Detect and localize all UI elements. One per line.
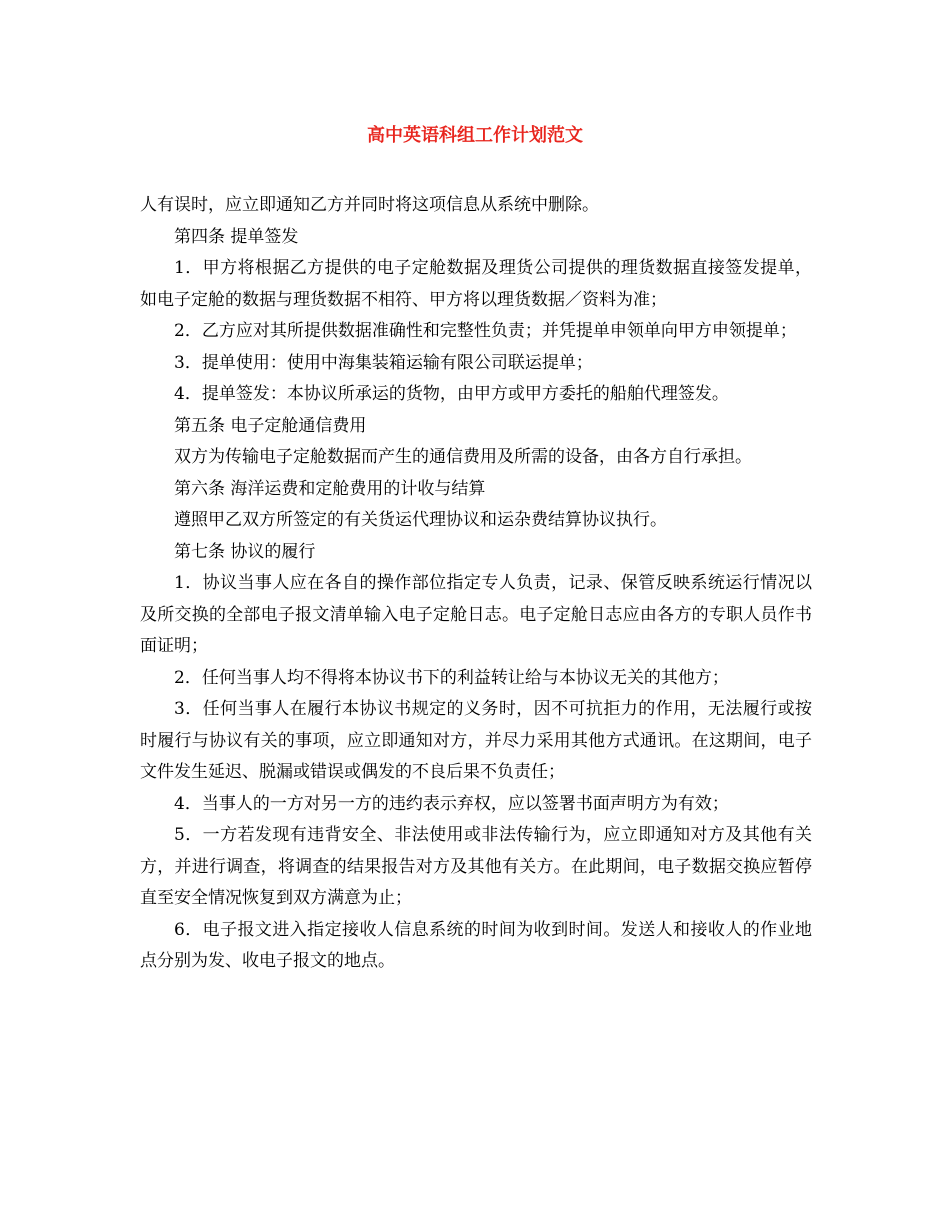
paragraph: 5．一方若发现有违背安全、非法使用或非法传输行为，应立即通知对方及其他有关方，并进行调查，将调查的结果报告对方及其他有关方。在此期间，电子数据交换应暂停直至安全情况恢复到双方满意为止； [140,825,812,908]
paragraph-continuation: 人有误时，应立即通知乙方并同时将这项信息从系统中删除。 [140,195,599,215]
paragraph: 4．当事人的一方对另一方的违约表示弃权，应以签署书面声明方为有效； [174,793,729,814]
paragraph: 遵照甲乙双方所签定的有关货运代理协议和运杂费结算协议执行。 [174,510,667,530]
paragraph: 双方为传输电子定舱数据而产生的通信费用及所需的设备，由各方自行承担。 [174,447,752,467]
paragraph: 3．任何当事人在履行本协议书规定的义务时，因不可抗拒力的作用，无法履行或按时履行与协议有关的事项，应立即通知对方，并尽力采用其他方式通讯。在这期间，电子文件发生延迟、脱漏或错误或偶发的不良后果不负责任； [140,699,812,782]
document-body [140,190,812,978]
article-heading-5: 第五条 电子定舱通信费用 [174,415,367,436]
paragraph: 2．乙方应对其所提供数据准确性和完整性负责；并凭提单申领单向甲方申领提单； [174,321,797,341]
paragraph: 2．任何当事人均不得将本协议书下的利益转让给与本协议无关的其他方； [174,667,729,688]
paragraph: 1．甲方将根据乙方提供的电子定舱数据及理货公司提供的理货数据直接签发提单，如电子定舱的数据与理货数据不相符、甲方将以理货数据／资料为准； [140,258,812,310]
paragraph: 1．协议当事人应在各自的操作部位指定专人负责，记录、保管反映系统运行情况以及所交换的全部电子报文清单输入电子定舱日志。电子定舱日志应由各方的专职人员作书面证明； [140,573,812,656]
paragraph: 3．提单使用：使用中海集装箱运输有限公司联运提单； [174,352,593,373]
document-title: 高中英语科组工作计划范文 [367,125,583,146]
article-heading-4: 第四条 提单签发 [174,226,299,247]
paragraph: 6．电子报文进入指定接收人信息系统的时间为收到时间。发送人和接收人的作业地点分别为发、收电子报文的地点。 [140,919,812,971]
paragraph: 4．提单签发：本协议所承运的货物，由甲方或甲方委托的船舶代理签发。 [174,384,729,404]
article-heading-7: 第七条 协议的履行 [174,541,316,562]
article-heading-6: 第六条 海洋运费和定舱费用的计收与结算 [174,478,486,499]
